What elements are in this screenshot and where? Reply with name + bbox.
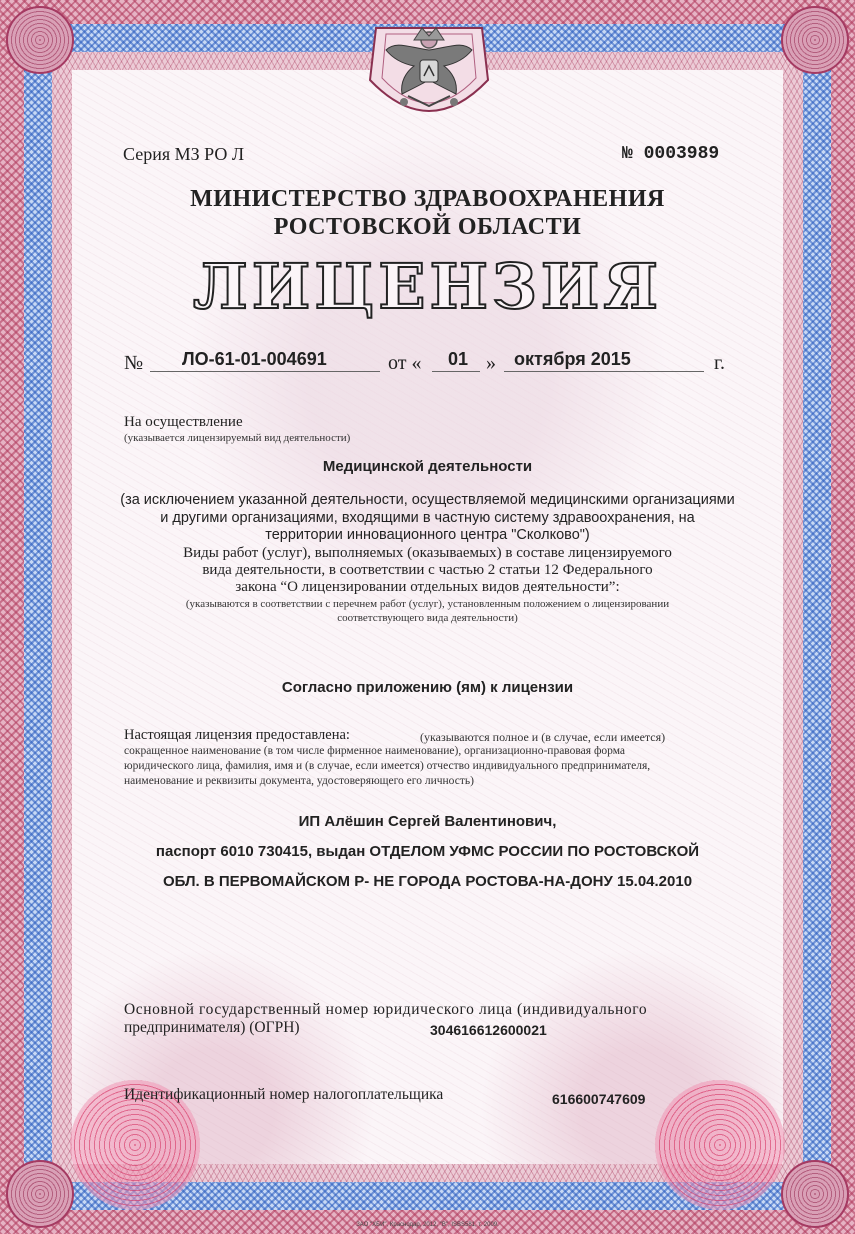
ogrn-label-line-1: Основной государственный номер юридического лица (индивидуального [124, 1001, 648, 1018]
day-underline [432, 371, 480, 372]
holder-name: ИП Алёшин Сергей Валентинович, [298, 813, 557, 830]
works-text-line-2: вида деятельности, в соответствии с частью 2 статьи 12 Федерального [202, 562, 653, 578]
inn-value: 616600747609 [552, 1091, 646, 1107]
number-label: № [124, 352, 144, 374]
works-text-line-1: Виды работ (услуг), выполняемых (оказываемых) в составе лицензируемого [183, 545, 672, 561]
holder-hint-line-4: наименование и реквизиты документа, удостоверяющего его личность) [124, 775, 474, 787]
activity-label: На осуществление [124, 414, 243, 430]
works-value: Согласно приложению (ям) к лицензии [281, 679, 574, 696]
holder-hint-line-2: сокращенное наименование (в том числе фирменное наименование), организационно-правовая форма [124, 745, 626, 757]
security-seal-right [655, 1080, 785, 1210]
corner-rosette-bottom-right [781, 1160, 849, 1228]
month-year-underline [504, 371, 704, 372]
eagle-emblem-icon [356, 10, 502, 130]
year-suffix: г. [714, 352, 725, 374]
ogrn-value: 304616612600021 [430, 1022, 547, 1038]
ministry-line-1: МИНИСТЕРСТВО ЗДРАВООХРАНЕНИЯ [190, 186, 665, 212]
ogrn-label-line-2: предпринимателя) (ОГРН) [124, 1019, 300, 1036]
works-text-line-3: закона “О лицензировании отдельных видов деятельности”: [235, 579, 620, 595]
corner-rosette-top-left [6, 6, 74, 74]
license-month-year: октября 2015 [514, 349, 631, 369]
holder-label: Настоящая лицензия предоставлена: [124, 727, 350, 743]
activity-exclusion-line-2: и другими организациями, входящими в частную систему здравоохранения, на [160, 510, 695, 526]
activity-name: Медицинской деятельности [322, 458, 533, 475]
holder-hint-line-3: юридического лица, фамилия, имя и (в случае, если имеется) отчество индивидуального предпринимателя, [124, 760, 651, 772]
works-hint-line-2: соответствующего вида деятельности) [337, 612, 518, 624]
printer-imprint: ЗАО "ХБИ", Краснодар, 2012, "В", ISBS581, т. 2009. [356, 1222, 499, 1228]
holder-passport-line-1: паспорт 6010 730415, выдан ОТДЕЛОМ УФМС РОССИИ ПО РОСТОВСКОЙ [155, 843, 700, 860]
number-underline [150, 371, 380, 372]
activity-exclusion-line-3: территории инновационного центра "Сколково") [265, 527, 590, 543]
activity-exclusion-line-1: (за исключением указанной деятельности, осуществляемой медицинскими организациями [120, 492, 735, 508]
holder-passport-line-2: ОБЛ. В ПЕРВОМАЙСКОМ Р- НЕ ГОРОДА РОСТОВА-НА-ДОНУ 15.04.2010 [162, 873, 693, 890]
date-from-label: от « [388, 352, 422, 374]
holder-hint-part-1: (указываются полное и (в случае, если имеется) [420, 730, 666, 744]
form-number: № 0003989 [622, 144, 720, 164]
license-day: 01 [448, 349, 469, 369]
activity-hint: (указывается лицензируемый вид деятельности) [124, 432, 351, 444]
works-hint-line-1: (указываются в соответствии с перечнем работ (услуг), установленным положением о лицензировании [185, 598, 670, 610]
series-label: Серия МЗ РО Л [123, 144, 245, 164]
inn-label: Идентификационный номер налогоплательщика [124, 1086, 444, 1103]
document-title: ЛИЦЕНЗИЯ [192, 250, 663, 323]
ministry-line-2: РОСТОВСКОЙ ОБЛАСТИ [273, 214, 582, 240]
corner-rosette-top-right [781, 6, 849, 74]
day-close-quote: » [486, 352, 496, 374]
license-number: ЛО-61-01-004691 [182, 349, 327, 369]
corner-rosette-bottom-left [6, 1160, 74, 1228]
